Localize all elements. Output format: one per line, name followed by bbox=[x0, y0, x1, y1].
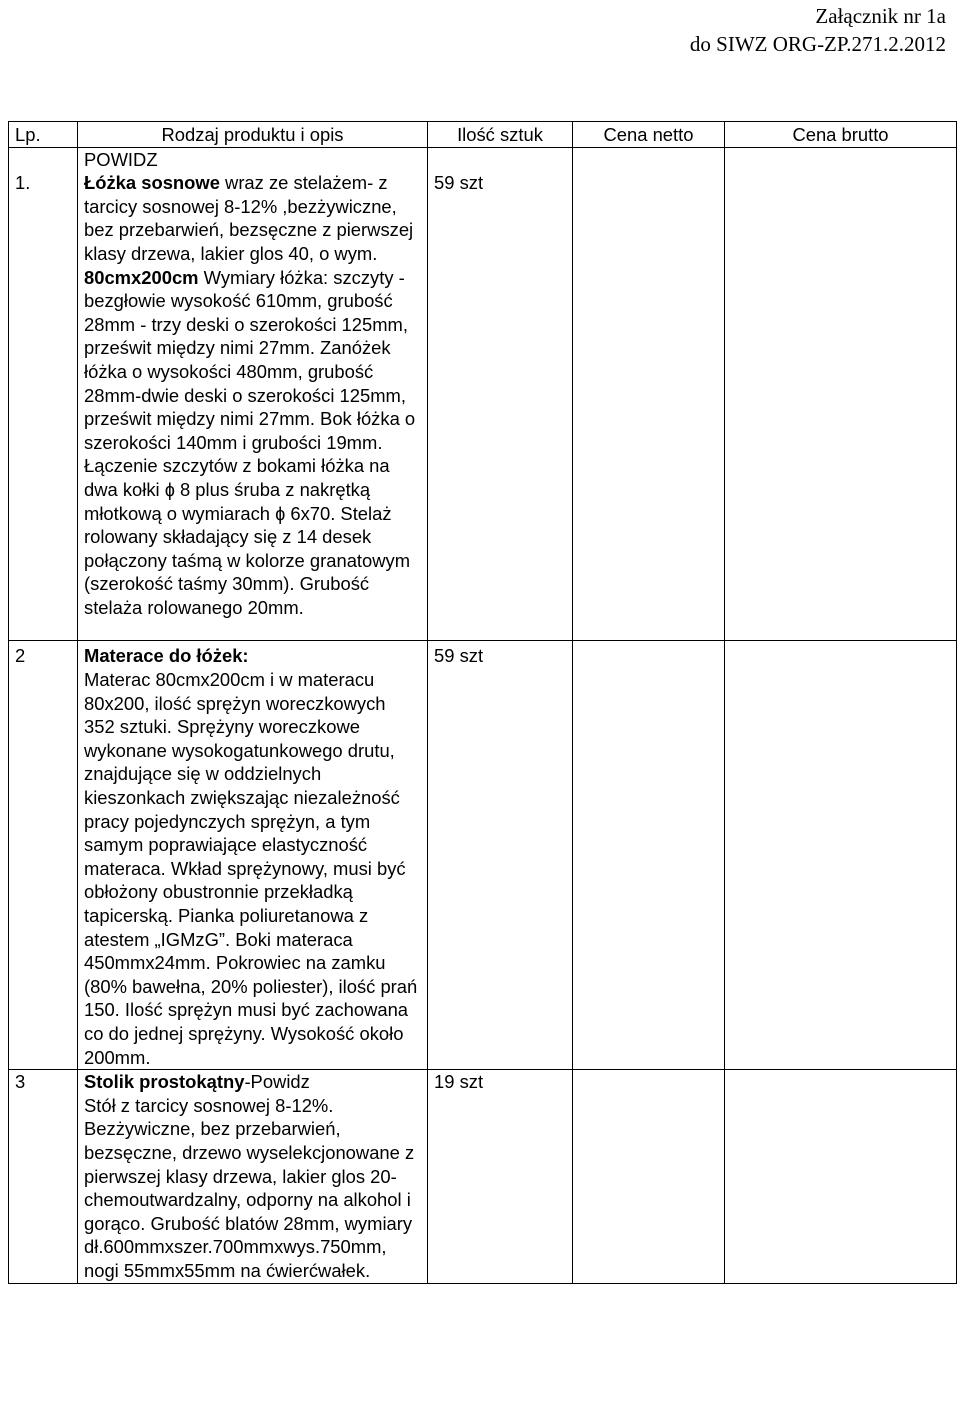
column-header-qty: Ilość sztuk bbox=[428, 122, 573, 148]
table-row bbox=[9, 147, 957, 641]
reference-number: do SIWZ ORG-ZP.271.2.2012 bbox=[689, 32, 946, 56]
product-title: Stolik prostokątny bbox=[84, 1071, 245, 1093]
row-lp: 2 bbox=[9, 641, 78, 1070]
column-header-gross: Cena brutto bbox=[725, 122, 957, 148]
product-dimension: 80cmx200cm bbox=[84, 266, 199, 288]
table-header-row bbox=[9, 122, 957, 148]
column-header-lp: Lp. bbox=[9, 122, 78, 148]
product-title: Łóżka sosnowe bbox=[84, 172, 220, 194]
row-lp bbox=[9, 147, 78, 641]
row-gross-price bbox=[725, 1070, 957, 1283]
row-lp: 3 bbox=[9, 1070, 78, 1283]
row-qty: 19 szt bbox=[428, 1070, 573, 1283]
product-description: Stół z tarcicy sosnowej 8-12%. Bezżywiczne, bez przebarwień, bezsęczne, drzewo wyselekcjonowane z pierwszej klasy drzewa, lakier glos 20-chemoutwardzalny, odporny na alkohol i gorąco. Grubość blatów 28mm, wymiary dł.600mmxszer.700mmxwys.750mm, nogi 55mmx55mm na ćwierćwałek. bbox=[84, 1094, 415, 1281]
row-qty bbox=[428, 147, 573, 641]
column-header-name: Rodzaj produktu i opis bbox=[78, 122, 428, 148]
product-table bbox=[8, 121, 957, 1284]
row-net-price bbox=[573, 147, 725, 641]
product-title: Materace do łóżek: bbox=[84, 645, 249, 667]
product-description: Materac 80cmx200cm i w materacu 80x200, ilość sprężyn woreczkowych 352 sztuki. Sprężyny woreczkowe wykonane wysokogatunkowego drutu, znajdujące się w oddzielnych kieszonkach zwiększając niezależność pracy pojedynczych sprężyn, a tym samym poprawiające elastyczność materaca. Wkład sprężynowy, musi być obłożony obustronnie przekładką tapicerską. Pianka poliuretanowa z atestem „IGMzG”. Boki materaca 450mmx24mm. Pokrowiec na zamku (80% bawełna, 20% poliester), ilość prań 150. Ilość sprężyn musi być zachowana co do jednej sprężyny. Wysokość około 200mm. bbox=[84, 669, 418, 1068]
attachment-label: Załącznik nr 1a bbox=[815, 4, 946, 28]
row-description bbox=[78, 641, 428, 1070]
row-gross-price bbox=[725, 641, 957, 1070]
row-description bbox=[78, 147, 428, 641]
table-row bbox=[9, 641, 957, 1070]
product-title-suffix: -Powidz bbox=[244, 1071, 310, 1093]
row-gross-price bbox=[725, 147, 957, 641]
row-description bbox=[78, 1070, 428, 1283]
table-row bbox=[9, 1070, 957, 1283]
column-header-net: Cena netto bbox=[573, 122, 725, 148]
row-qty: 59 szt bbox=[428, 641, 573, 1070]
product-description: wraz ze stelażem- z tarcicy sosnowej 8-12% ,bezżywiczne, bez przebarwień, bezsęczne z pierwszej klasy drzewa, lakier glos 40, o wym. bbox=[84, 172, 414, 264]
section-label: POWIDZ bbox=[84, 148, 158, 170]
document-header bbox=[690, 2, 946, 58]
row-net-price bbox=[573, 1070, 725, 1283]
row-net-price bbox=[573, 641, 725, 1070]
product-description-detail: Wymiary łóżka: szczyty -bezgłowie wysokość 610mm, grubość 28mm - trzy deski o szerokości 125mm, prześwit między nimi 27mm. Zanóżek łóżka o wysokości 480mm, grubość 28mm-dwie deski o szerokości 125mm, prześwit między nimi 27mm. Bok łóżka o szerokości 140mm i grubości 19mm. Łączenie szczytów z bokami łóżka na dwa kołki ɸ 8 plus śruba z nakrętką młotkową o wymiarach ɸ 6x70. Stelaż rolowany składający się z 14 desek połączony taśmą w kolorze granatowym (szerokość taśmy 30mm). Grubość stelaża rolowanego 20mm. bbox=[84, 266, 416, 618]
row-number: 1. bbox=[15, 172, 31, 194]
quantity: 59 szt bbox=[434, 172, 484, 194]
